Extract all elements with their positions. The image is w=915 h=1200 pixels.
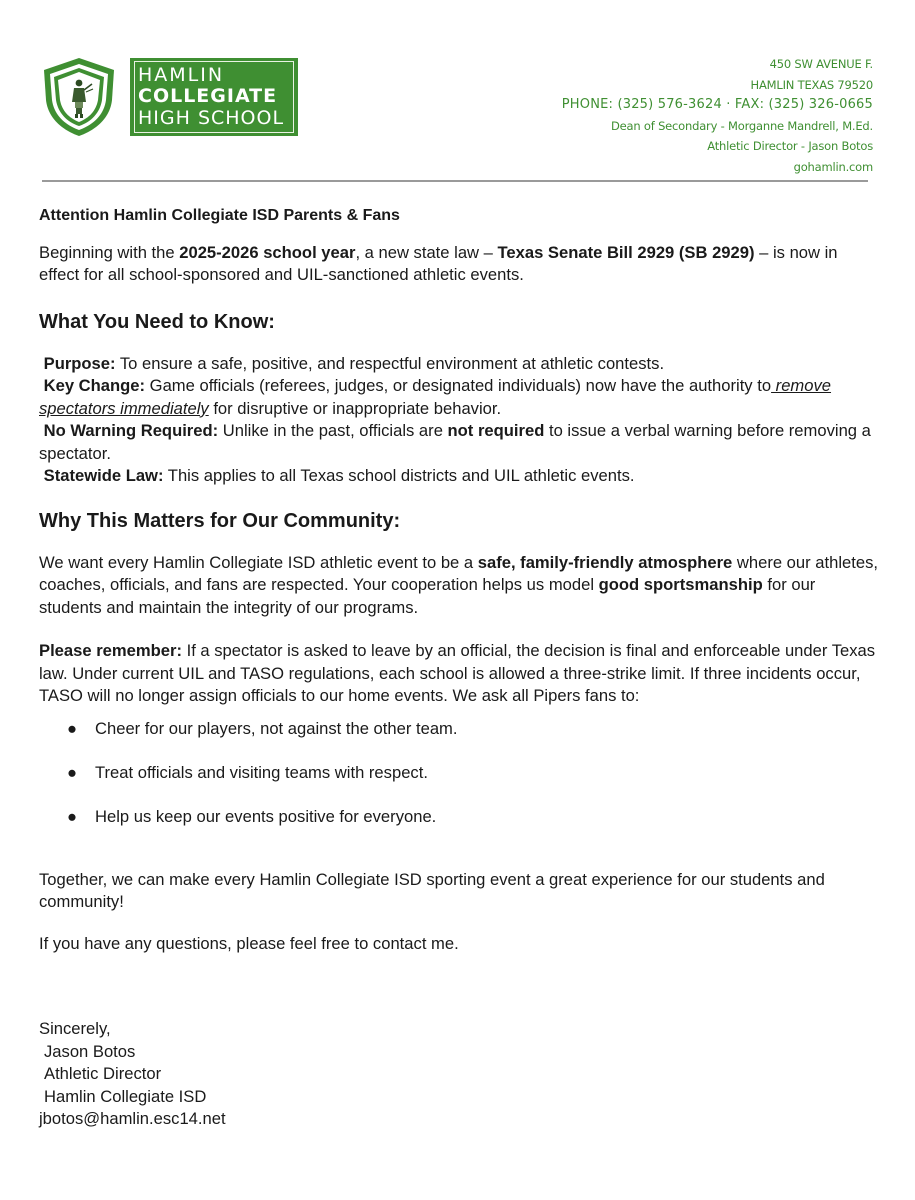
dean-line: Dean of Secondary - Morganne Mandrell, M.Ed. (611, 118, 873, 133)
list-item-text: Help us keep our events positive for everyone. (95, 806, 437, 826)
list-item (39, 806, 879, 850)
intro-bold-year: 2025-2026 school year (179, 242, 356, 262)
school-logo-wordmark (130, 58, 298, 136)
signer-name: Jason Botos (44, 1041, 136, 1061)
key-change-tail: for disruptive or inappropriate behavior. (208, 398, 502, 418)
school-address-block (562, 54, 873, 177)
purpose-text: To ensure a safe, positive, and respectful environment at athletic contests. (115, 353, 665, 373)
signer-email-link[interactable]: jbotos@hamlin.esc14.net (39, 1109, 226, 1128)
purpose-item (39, 353, 879, 376)
signature-block (39, 1018, 879, 1131)
letter-body (39, 205, 879, 1131)
no-warning-bold: not required (447, 421, 545, 440)
attention-line: Attention Hamlin Collegiate ISD Parents & Fans (39, 207, 400, 224)
together-paragraph: Together, we can make every Hamlin Collegiate ISD sporting event a great experience for our students and community! (39, 869, 825, 911)
statewide-law-text: This applies to all Texas school districts and UIL athletic events. (163, 466, 635, 485)
phone-fax-line: PHONE: (325) 576-3624 · FAX: (325) 326-0665 (561, 97, 873, 112)
list-item-text: Cheer for our players, not against the other team. (95, 718, 458, 738)
address-line-2: HAMLIN TEXAS 79520 (750, 77, 873, 92)
school-crest-icon (42, 56, 116, 138)
intro-text-3: – is now in effect for all school-sponsored and UIL-sanctioned athletic events. (39, 242, 838, 284)
why-text-1: We want every Hamlin Collegiate ISD athletic event to be a (39, 552, 478, 572)
no-warning-text-2: to issue a verbal warning before removing a spectator. (39, 421, 871, 463)
list-item (39, 762, 879, 806)
why-text-3: for our students and maintain the integrity of our programs. (39, 575, 816, 617)
intro-text-1: Beginning with the (39, 242, 180, 262)
intro-bold-bill: Texas Senate Bill 2929 (SB 2929) (497, 242, 755, 262)
website-link[interactable]: gohamlin.com (793, 159, 873, 174)
remember-paragraph (39, 640, 879, 708)
why-paragraph (39, 552, 879, 620)
bullet-icon: ● (67, 718, 78, 738)
remember-text: If a spectator is asked to leave by an official, the decision is final and enforceable under Texas law. Under current UIL and TASO regulations, each school is allowed a three-strike limit. If three incidents occur, TASO will no longer assign officials to our home events. We ask all Pipers fans to: (39, 641, 876, 705)
need-to-know-heading: What You Need to Know: (39, 310, 275, 333)
why-bold-sportsmanship: good sportsmanship (598, 575, 763, 594)
list-item (39, 718, 879, 762)
remember-label: Please remember: (39, 641, 182, 660)
address-line-1: 450 SW AVENUE F. (769, 57, 873, 71)
logo-line-3: HIGH SCHOOL (138, 107, 285, 129)
key-change-label: Key Change: (43, 376, 146, 395)
intro-text-2: , a new state law – (355, 242, 498, 262)
intro-paragraph (39, 242, 879, 287)
bullet-icon: ● (67, 762, 78, 782)
no-warning-item (39, 420, 879, 465)
fan-guidelines-list (39, 718, 879, 850)
signoff: Sincerely, (39, 1019, 111, 1038)
key-change-item (39, 375, 879, 420)
list-item-text: Treat officials and visiting teams with respect. (95, 762, 428, 782)
key-change-emphasis: remove spectators immediately (39, 376, 832, 418)
purpose-label: Purpose: (43, 353, 116, 373)
bullet-icon: ● (67, 806, 78, 826)
why-text-2: where our athletes, coaches, officials, and fans are respected. Your cooperation helps us model (39, 552, 879, 594)
why-matters-heading: Why This Matters for Our Community: (39, 509, 401, 532)
header-divider (42, 180, 868, 182)
no-warning-text-1: Unlike in the past, officials are (218, 421, 448, 440)
logo-line-2: COLLEGIATE (138, 85, 278, 107)
statewide-law-item (39, 465, 879, 488)
no-warning-label: No Warning Required: (43, 421, 219, 440)
why-bold-atmosphere: safe, family-friendly atmosphere (477, 552, 733, 572)
questions-paragraph: If you have any questions, please feel free to contact me. (39, 933, 459, 953)
athletic-director-line: Athletic Director - Jason Botos (707, 139, 873, 153)
logo-line-1: HAMLIN (138, 64, 225, 86)
key-change-text: Game officials (referees, judges, or designated individuals) now have the authority to (145, 376, 772, 395)
signer-title: Athletic Director (44, 1064, 162, 1083)
signer-organization: Hamlin Collegiate ISD (44, 1086, 207, 1106)
need-to-know-list (39, 353, 879, 488)
statewide-law-label: Statewide Law: (43, 466, 164, 485)
